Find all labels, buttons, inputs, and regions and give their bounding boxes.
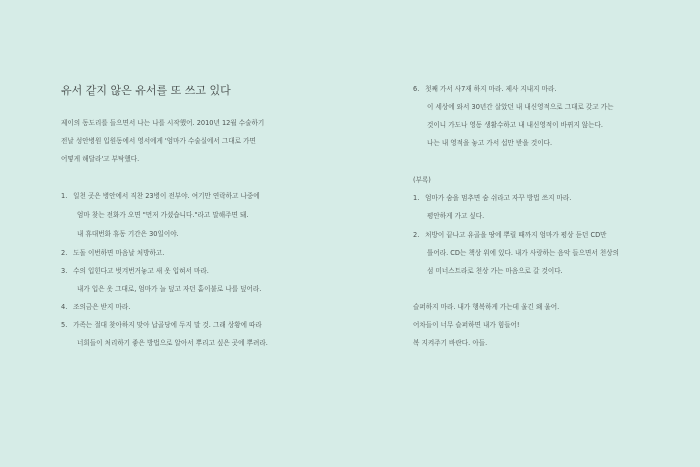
list-text: 조의금은 받지 마라.: [73, 303, 131, 311]
list-continuation: 평안하게 가고 싶다.: [427, 212, 485, 220]
paragraph-line: 전날 성안병원 입원동에서 영서에게 '엄마가 수술실에서 그대로 가면: [61, 137, 256, 145]
list-item-6: [413, 84, 556, 94]
list-item-4: [61, 302, 130, 312]
closing-line: 어차들이 너무 슬퍼하면 내가 힘들어!: [413, 321, 520, 329]
list-number: 4.: [61, 303, 68, 311]
appendix-item-2: [413, 230, 607, 240]
list-number: 1.: [61, 192, 68, 200]
list-continuation: 내 휴대번화 휴동 기간은 30일이야.: [77, 230, 179, 238]
list-item-1: [61, 191, 260, 201]
list-continuation: 너희들이 처리하기 좋은 방법으로 알아서 뿌리고 싶은 곳에 뿌려라.: [77, 339, 268, 347]
list-text: 수의 입힌다고 벗겨번거놓고 새 옷 입혀서 마라.: [73, 267, 209, 275]
list-item-5: [61, 320, 262, 330]
list-continuation: 내가 입은 옷 그대로, 엄마가 늘 덮고 자던 홑이불로 나를 덮어라.: [77, 285, 262, 293]
list-text: 엄마가 숨을 멈추면 숨 쉬라고 자꾸 방법 쓰지 마라.: [425, 194, 572, 202]
closing-line: 복 지켜주기 바란다. 아들.: [413, 339, 488, 347]
list-continuation: 이 세상에 와서 30년간 살았던 내 내신영적으로 그대로 갖고 가는: [427, 103, 614, 111]
list-number: 1.: [413, 194, 420, 202]
appendix-item-1: [413, 193, 571, 203]
list-text: 도돌 이번하면 마음날 처방하고.: [73, 249, 165, 257]
appendix-heading: (부록): [413, 176, 431, 184]
list-number: 2.: [413, 231, 420, 239]
list-text: 가족는 절대 찾아하지 맞아 납골당에 두지 말 것. 그래 상황에 따라: [73, 321, 262, 329]
list-text: 처방이 끝나고 유골을 땅에 뿌릴 때까지 엄마가 평상 듣던 CD만: [425, 231, 607, 239]
list-item-3: [61, 266, 209, 276]
list-continuation: 엄마 찾는 전화가 오면 "먼저 가셨습니다."라고 말해주면 돼.: [77, 211, 249, 219]
list-continuation: 틀어라. CD는 책상 위에 있다. 내가 사랑하는 음악 들으면서 천상의: [427, 249, 619, 257]
list-continuation: 섬 미너스트라로 천상 가는 마음으로 갈 것이다.: [427, 267, 563, 275]
list-text: 첫째 가서 사7재 하지 마라. 제사 지내지 마라.: [425, 85, 557, 93]
list-number: 6.: [413, 85, 420, 93]
paragraph-line: 어떻게 해달라'고 부탁했다.: [61, 155, 140, 163]
list-number: 3.: [61, 267, 68, 275]
list-number: 2.: [61, 249, 68, 257]
paragraph-line: 제이의 동도리를 들으면서 나는 나를 시작했어. 2010년 12월 수술하기: [61, 119, 265, 127]
list-continuation: 것이니 가도나 영동 생활수하고 내 내신영적이 바뀌지 않는다.: [427, 121, 604, 129]
list-text: 일천 곳은 병안에서 직찬 23병이 전부야. 여기만 연락하고 나중에: [73, 192, 260, 200]
list-number: 5.: [61, 321, 68, 329]
list-item-2: [61, 248, 164, 258]
closing-line: 슬퍼하지 마라. 내가 행복하게 가는데 울긴 왜 울어.: [413, 303, 560, 311]
page-title: 유서 같지 않은 유서를 또 쓰고 있다: [61, 84, 231, 97]
list-continuation: 나는 내 영적을 놓고 가서 섭만 받을 것이다.: [427, 139, 553, 147]
